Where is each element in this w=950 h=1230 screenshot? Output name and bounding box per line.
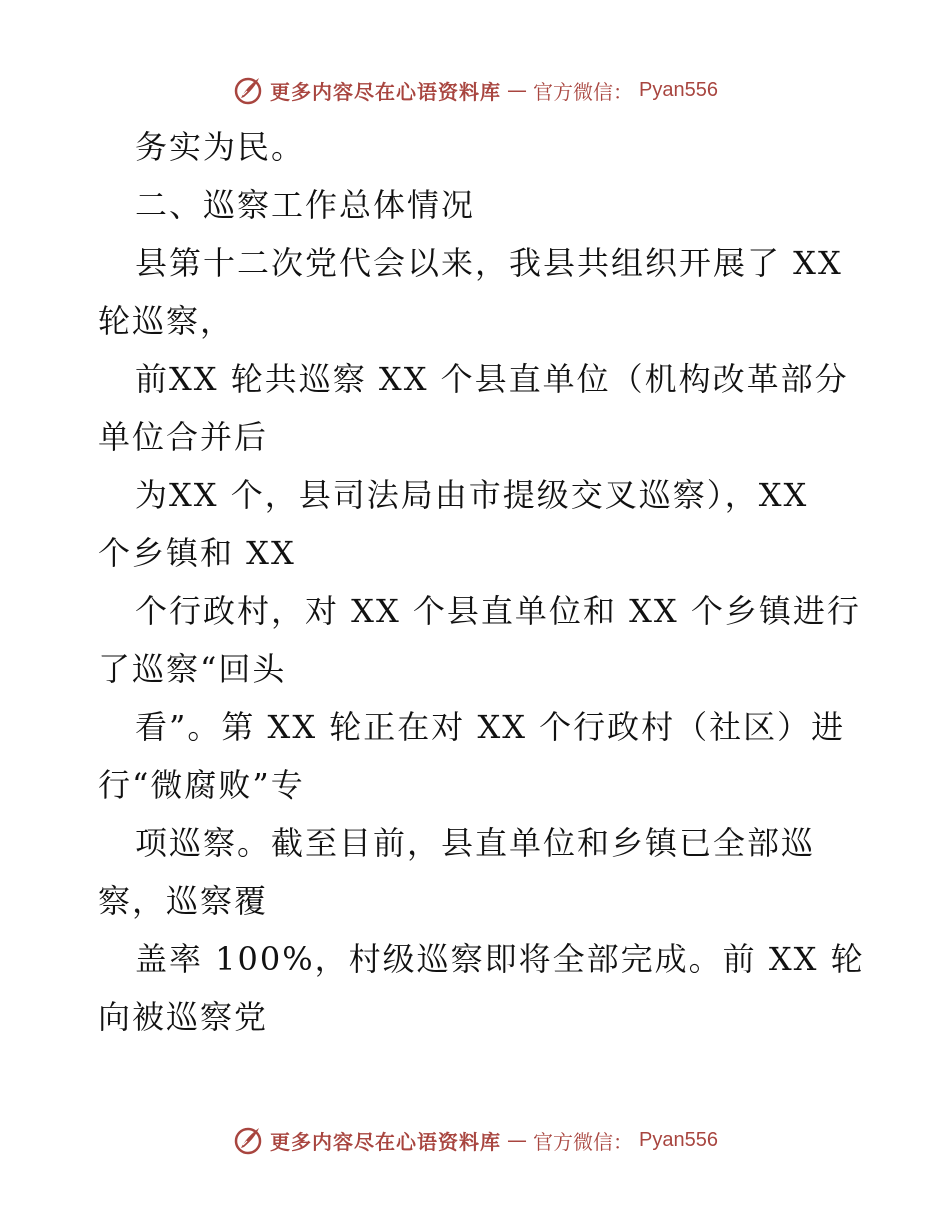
section-heading: 二、巡察工作总体情况: [135, 186, 476, 224]
text-line: 了巡察“回头: [98, 650, 287, 688]
banner-text: 更多内容尽在心语资料库: [270, 79, 502, 104]
quill-pen-logo-icon: [232, 74, 264, 106]
text-line: 看”。第 XX 轮正在对 XX 个行政村（社区）进: [135, 708, 846, 746]
header-watermark-banner: [0, 70, 950, 110]
footer-watermark-banner: [0, 1120, 950, 1160]
text-line: 行“微腐败”专: [98, 766, 305, 804]
text-line: 项巡察。截至目前，县直单位和乡镇已全部巡: [135, 824, 816, 862]
banner-official-label: 官方微信：: [533, 79, 634, 104]
text-line: 向被巡察党: [98, 998, 269, 1036]
banner-text: 更多内容尽在心语资料库: [270, 1129, 502, 1154]
text-line: 察，巡察覆: [98, 882, 269, 920]
banner-wechat-id: Pyan556: [639, 1128, 718, 1151]
text-line: 为XX 个，县司法局由市提级交叉巡察），XX: [135, 476, 809, 514]
quill-pen-logo-icon: [232, 1124, 264, 1156]
text-line: 县第十二次党代会以来，我县共组织开展了 XX: [135, 244, 843, 282]
banner-separator: —: [507, 1128, 528, 1152]
banner-wechat-id: Pyan556: [639, 78, 718, 101]
text-line: 前XX 轮共巡察 XX 个县直单位（机构改革部分: [135, 360, 849, 398]
text-line: 个乡镇和 XX: [98, 534, 296, 572]
text-line: 盖率 100%，村级巡察即将全部完成。前 XX 轮: [135, 940, 865, 978]
text-line: 个行政村，对 XX 个县直单位和 XX 个乡镇进行: [135, 592, 861, 630]
banner-official-label: 官方微信：: [533, 1129, 634, 1154]
text-line: 轮巡察，: [98, 302, 235, 340]
text-line: 单位合并后: [98, 418, 269, 456]
banner-separator: —: [507, 78, 528, 102]
text-line: 务实为民。: [135, 128, 306, 166]
